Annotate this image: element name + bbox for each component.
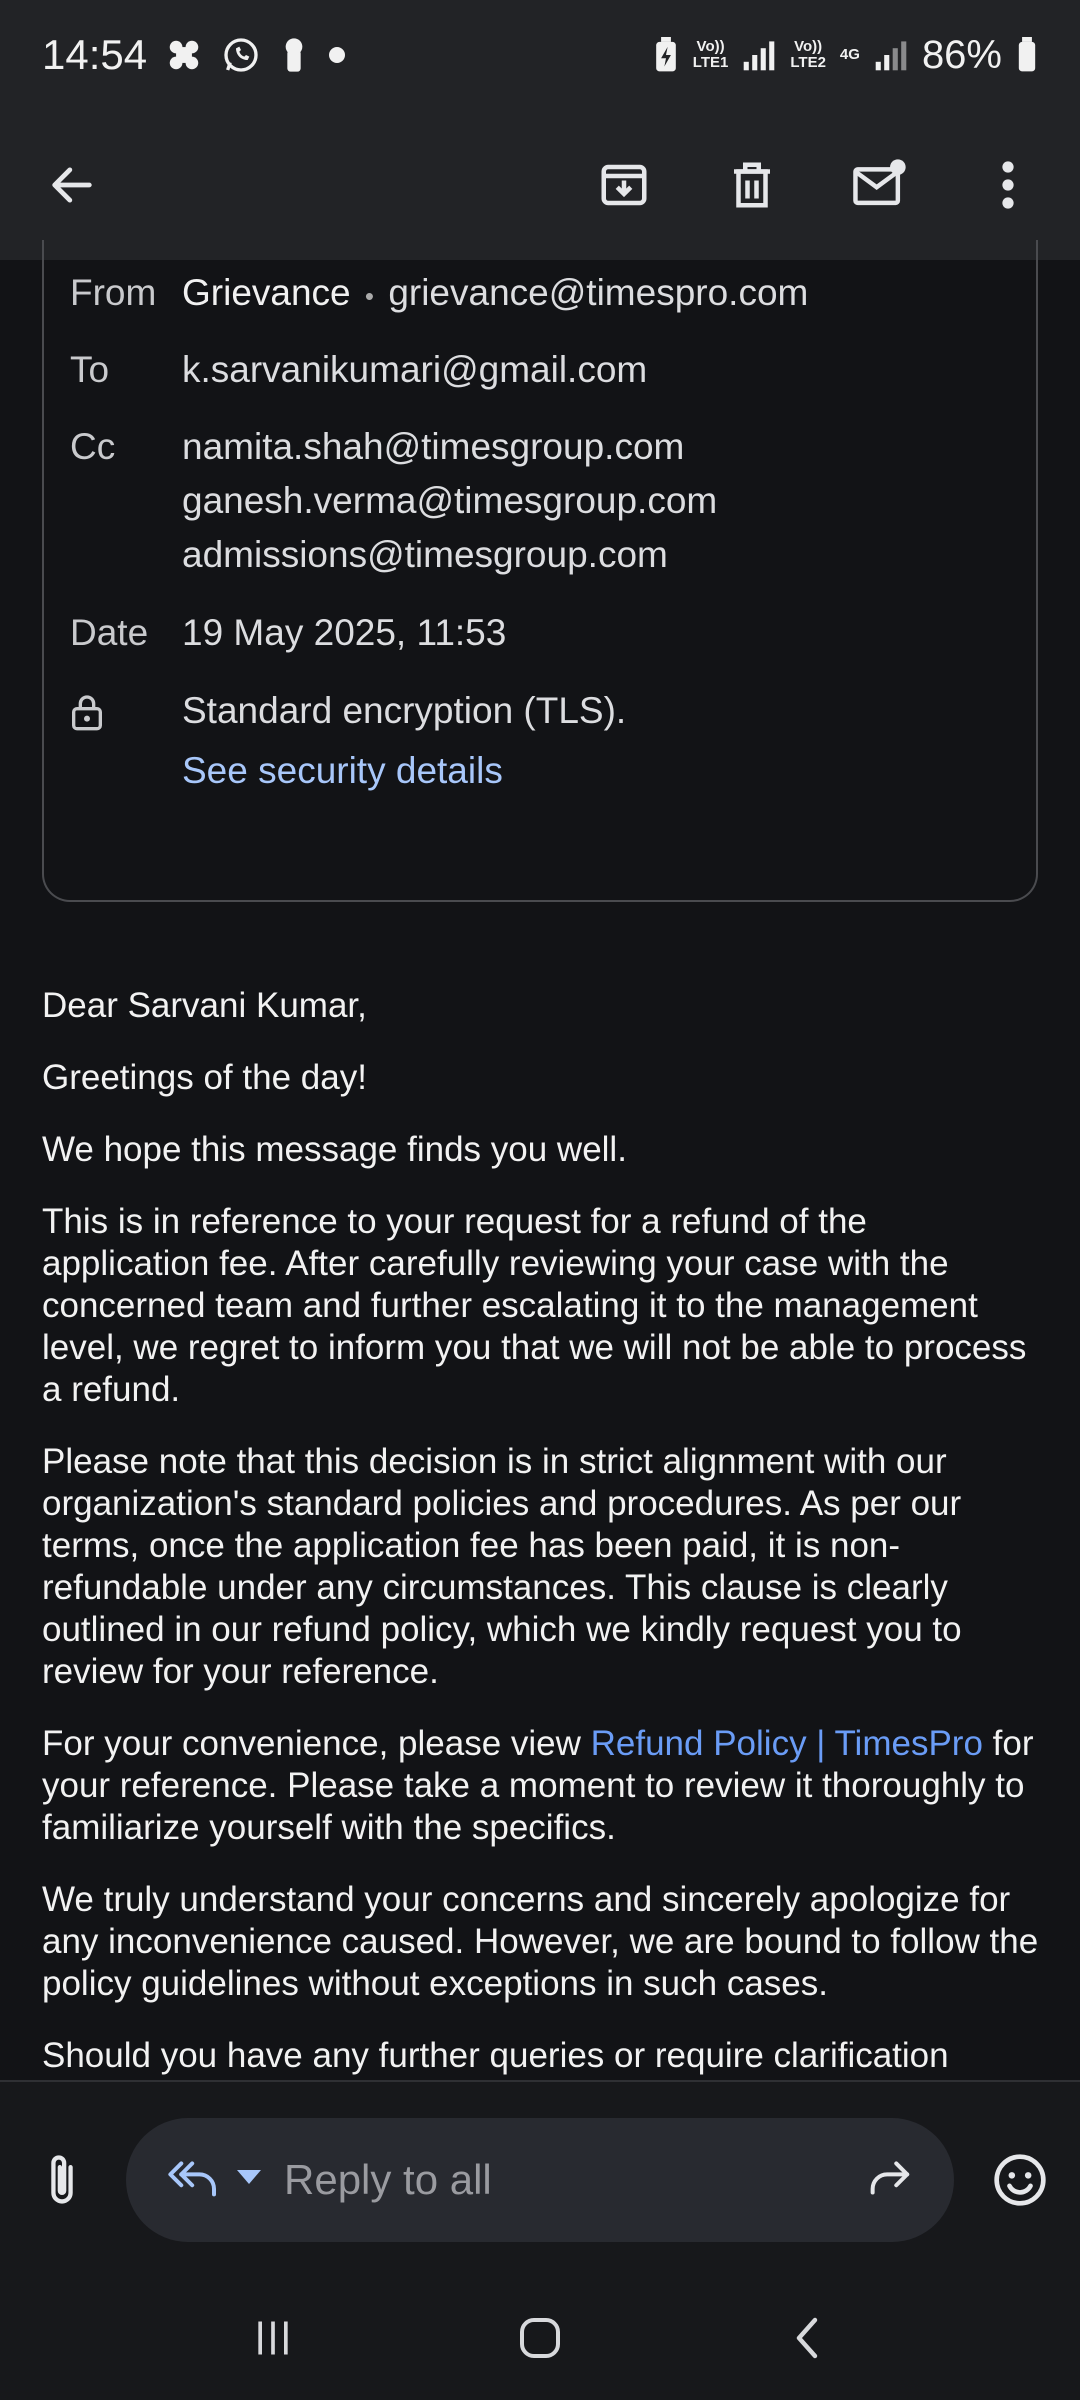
status-left	[42, 31, 347, 79]
signal-1-icon	[742, 38, 776, 72]
sim2-label: Vo)) LTE2	[790, 38, 826, 71]
body-paragraph-partial: Should you have any further queries or require clarification	[42, 2036, 949, 2075]
cc-email[interactable]: admissions@timesgroup.com	[182, 534, 668, 575]
recents-icon	[251, 2316, 295, 2360]
to-row	[70, 349, 647, 391]
archive-icon	[597, 158, 651, 212]
body-paragraph: We truly understand your concerns and sincerely apologize for any inconvenience caused. However, we are bound to follow the policy guidelines without exceptions in such cases.	[42, 1880, 1039, 2003]
reply-bar	[0, 2080, 1080, 2275]
back-button[interactable]	[36, 149, 108, 221]
to-label: To	[70, 349, 110, 390]
battery-icon	[1016, 37, 1038, 73]
body-paragraph-with-link: For your convenience, please view Refund Policy | TimesPro for your reference. Please take a moment to review it thoroughly to familiarize yourself with the specifics.	[42, 1724, 1034, 1847]
home-icon	[516, 2314, 564, 2362]
reply-placeholder[interactable]: Reply to all	[284, 2156, 492, 2203]
nav-back-button[interactable]	[762, 2293, 852, 2383]
refund-policy-link[interactable]: Refund Policy | TimesPro	[590, 1724, 983, 1763]
body-paragraph: Greetings of the day!	[42, 1058, 367, 1097]
email-toolbar	[0, 110, 1080, 260]
from-value	[182, 272, 808, 314]
message-details-card	[42, 240, 1038, 902]
body-greeting: Dear Sarvani Kumar,	[42, 986, 367, 1025]
delete-button[interactable]	[716, 149, 788, 221]
cc-label: Cc	[70, 426, 116, 467]
whatsapp-icon	[221, 35, 261, 75]
attach-button[interactable]	[30, 2144, 94, 2216]
sim1-label: Vo)) LTE1	[692, 38, 729, 71]
reply-mode-dropdown-icon[interactable]	[236, 2170, 262, 2191]
cc-email[interactable]: ganesh.verma@timesgroup.com	[182, 480, 718, 521]
more-options-button[interactable]	[972, 149, 1044, 221]
status-time: 14:54	[42, 31, 148, 78]
body-paragraph: This is in reference to your request for a refund of the application fee. After carefully reviewing your case with the concerned team and further escalating it to the management level, we regret to inform you that we will not be able to process a refund.	[42, 1202, 1027, 1409]
more-vert-icon	[998, 158, 1018, 212]
date-value: 19 May 2025, 11:53	[182, 612, 507, 653]
home-button[interactable]	[495, 2293, 585, 2383]
security-details-link[interactable]: See security details	[182, 750, 503, 791]
keyhole-icon	[279, 35, 309, 75]
battery-saver-icon	[653, 37, 679, 73]
battery-percent: 86%	[921, 32, 1002, 77]
message-body	[42, 985, 1042, 2080]
body-paragraph: We hope this message finds you well.	[42, 1130, 627, 1169]
lock-icon	[70, 690, 182, 792]
to-email[interactable]: k.sarvanikumari@gmail.com	[182, 349, 648, 390]
mark-unread-icon	[851, 158, 909, 212]
status-right	[653, 33, 1038, 78]
network-type: 4G	[839, 46, 860, 63]
body-paragraph: Please note that this decision is in strict alignment with our organization's standard policies and procedures. As per our terms, once the application fee has been paid, it is non-refundable under any circumstances. This clause is clearly outlined in our refund policy, which we kindly request you to review for your reference.	[42, 1442, 962, 1691]
sender-name: Grievance	[182, 272, 351, 313]
notification-dot-icon	[327, 45, 347, 65]
recents-button[interactable]	[228, 2293, 318, 2383]
reply-input[interactable]	[126, 2118, 954, 2242]
from-separator: •	[364, 281, 375, 311]
cc-email[interactable]: namita.shah@timesgroup.com	[182, 426, 685, 467]
date-row	[70, 612, 506, 654]
emoji-icon	[992, 2152, 1048, 2208]
from-label: From	[70, 272, 157, 313]
mark-unread-button[interactable]	[844, 149, 916, 221]
cc-row	[70, 426, 717, 576]
system-nav-bar	[0, 2275, 1080, 2400]
archive-button[interactable]	[588, 149, 660, 221]
signal-2-icon	[874, 38, 908, 72]
reply-all-icon[interactable]	[166, 2158, 222, 2203]
message-body-viewport	[0, 985, 1080, 2080]
from-row	[70, 272, 808, 314]
back-arrow-icon	[46, 159, 98, 211]
encryption-row	[70, 690, 626, 792]
app-grid-icon	[165, 36, 203, 74]
attachment-icon	[42, 2150, 82, 2210]
delete-icon	[725, 158, 779, 212]
sender-email[interactable]: grievance@timespro.com	[388, 272, 809, 313]
nav-back-icon	[787, 2314, 827, 2362]
cc-list	[182, 426, 717, 576]
date-label: Date	[70, 612, 149, 653]
emoji-button[interactable]	[986, 2144, 1054, 2216]
status-bar	[0, 0, 1080, 110]
forward-icon[interactable]	[864, 2158, 914, 2203]
encryption-text: Standard encryption (TLS).	[182, 690, 627, 731]
